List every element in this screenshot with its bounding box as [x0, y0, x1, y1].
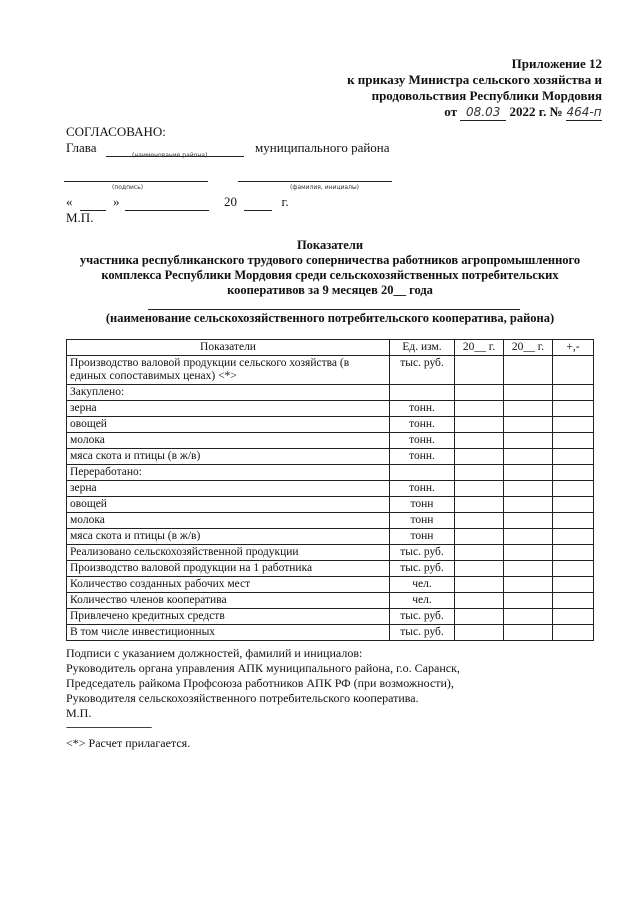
table-header-row — [67, 340, 594, 356]
handwritten-date: 08.03 — [460, 104, 506, 121]
row-difference-value — [553, 401, 594, 417]
table-row — [67, 481, 594, 497]
row-year-2-value — [504, 545, 553, 561]
row-unit: тонн. — [390, 449, 455, 465]
row-year-2-value — [504, 497, 553, 513]
row-indicator: Закуплено: — [67, 385, 390, 401]
row-year-2-value — [504, 561, 553, 577]
row-indicator: Производство валовой продукции сельского хозяйства (в единых сопоставимых ценах) <*> — [67, 356, 390, 385]
row-year-2-value — [504, 593, 553, 609]
day-blank — [80, 194, 106, 211]
row-indicator: овощей — [67, 497, 390, 513]
footnote: <*> Расчет прилагается. — [66, 736, 191, 750]
signatures-intro: Подписи с указанием должностей, фамилий и инициалов: — [66, 646, 363, 660]
row-year-2-value — [504, 481, 553, 497]
row-indicator: Привлечено кредитных средств — [67, 609, 390, 625]
row-indicator: Производство валовой продукции на 1 работника — [67, 561, 390, 577]
date-prefix: от — [444, 104, 457, 119]
table-row — [67, 561, 594, 577]
row-unit: тыс. руб. — [390, 609, 455, 625]
order-date-line — [347, 104, 602, 121]
row-indicator: молока — [67, 513, 390, 529]
header-indicators: Показатели — [67, 340, 390, 356]
header-unit: Ед. изм. — [390, 340, 455, 356]
footnote-separator: -------------------------------- — [66, 721, 152, 733]
row-year-1-value — [455, 385, 504, 401]
name-blank — [238, 181, 392, 182]
row-unit: чел. — [390, 577, 455, 593]
district-label: муниципального района — [255, 140, 390, 155]
row-unit: тонн — [390, 529, 455, 545]
appendix-header — [347, 56, 602, 121]
row-year-2-value — [504, 417, 553, 433]
row-year-1-value — [455, 545, 504, 561]
table-row — [67, 593, 594, 609]
row-year-2-value — [504, 401, 553, 417]
date-line — [66, 194, 289, 211]
row-difference-value — [553, 497, 594, 513]
row-year-1-value — [455, 481, 504, 497]
organization-blank — [148, 309, 520, 310]
table-row — [67, 577, 594, 593]
row-difference-value — [553, 609, 594, 625]
row-indicator: зерна — [67, 481, 390, 497]
name-caption: (фамилия, инициалы) — [290, 184, 360, 191]
row-difference-value — [553, 385, 594, 401]
title-line-3: комплекса Республики Мордовия среди сельскохозяйственных потребительских — [101, 268, 559, 282]
head-line — [66, 140, 390, 157]
row-year-1-value — [455, 593, 504, 609]
table-row — [67, 513, 594, 529]
row-indicator: В том числе инвестиционных — [67, 625, 390, 641]
row-unit: тонн. — [390, 481, 455, 497]
row-difference-value — [553, 561, 594, 577]
organization-caption: (наименование сельскохозяйственного потребительского кооператива, района) — [105, 311, 555, 325]
row-difference-value — [553, 356, 594, 385]
signatures-block — [66, 646, 460, 721]
row-indicator: мяса скота и птицы (в ж/в) — [67, 529, 390, 545]
signatures-stamp: М.П. — [66, 706, 92, 720]
row-unit: чел. — [390, 593, 455, 609]
row-year-2-value — [504, 465, 553, 481]
row-year-2-value — [504, 433, 553, 449]
row-unit: тыс. руб. — [390, 625, 455, 641]
year-blank — [244, 194, 272, 211]
year-prefix: 20 — [224, 194, 237, 209]
row-difference-value — [553, 529, 594, 545]
district-caption: (наименование района) — [132, 152, 208, 159]
title-line-4: кооперативов за 9 месяцев 20__ года — [227, 283, 433, 297]
row-difference-value — [553, 449, 594, 465]
row-indicator: молока — [67, 433, 390, 449]
month-blank — [125, 194, 209, 211]
row-difference-value — [553, 417, 594, 433]
row-unit — [390, 385, 455, 401]
title-line-1: Показатели — [296, 238, 364, 252]
row-unit: тонн. — [390, 433, 455, 449]
table-row — [67, 385, 594, 401]
row-year-2-value — [504, 609, 553, 625]
row-year-1-value — [455, 561, 504, 577]
agreement-stamp: М.П. — [66, 210, 94, 225]
row-unit: тонн — [390, 497, 455, 513]
agreement-title: СОГЛАСОВАНО: — [66, 124, 166, 139]
row-year-2-value — [504, 356, 553, 385]
row-indicator: Реализовано сельскохозяйственной продукции — [67, 545, 390, 561]
row-year-1-value — [455, 625, 504, 641]
row-year-1-value — [455, 417, 504, 433]
table-body — [67, 356, 594, 641]
table-row — [67, 401, 594, 417]
row-year-1-value — [455, 465, 504, 481]
row-year-2-value — [504, 385, 553, 401]
row-difference-value — [553, 545, 594, 561]
row-unit: тонн — [390, 513, 455, 529]
row-year-2-value — [504, 529, 553, 545]
row-difference-value — [553, 513, 594, 529]
table-row — [67, 433, 594, 449]
indicators-table — [66, 339, 594, 641]
table-row — [67, 465, 594, 481]
row-difference-value — [553, 625, 594, 641]
row-year-1-value — [455, 401, 504, 417]
row-year-2-value — [504, 449, 553, 465]
title-line-2: участника республиканского трудового соперничества работников агропромышленного — [79, 253, 581, 267]
table-row — [67, 545, 594, 561]
row-year-1-value — [455, 356, 504, 385]
row-unit: тонн. — [390, 417, 455, 433]
quote-open: « — [66, 194, 73, 209]
row-year-1-value — [455, 609, 504, 625]
row-year-1-value — [455, 577, 504, 593]
table-row — [67, 356, 594, 385]
row-unit: тонн. — [390, 401, 455, 417]
row-unit: тыс. руб. — [390, 356, 455, 385]
row-indicator: овощей — [67, 417, 390, 433]
row-indicator: Количество созданных рабочих мест — [67, 577, 390, 593]
signature-union-chair: Председатель райкома Профсоюза работников АПК РФ (при возможности), — [66, 676, 454, 690]
handwritten-order-number: 464-п — [566, 105, 602, 119]
signature-coop-head: Руководителя сельскохозяйственного потребительского кооператива. — [66, 691, 419, 705]
row-indicator: мяса скота и птицы (в ж/в) — [67, 449, 390, 465]
row-indicator: Переработано: — [67, 465, 390, 481]
agreement-block — [66, 124, 390, 157]
table-row — [67, 625, 594, 641]
appendix-number: Приложение 12 — [511, 56, 602, 71]
row-difference-value — [553, 433, 594, 449]
row-year-1-value — [455, 449, 504, 465]
order-line-1: к приказу Министра сельского хозяйства и — [347, 72, 602, 87]
table-row — [67, 497, 594, 513]
signature-caption: (подпись) — [112, 184, 144, 191]
table-row — [67, 449, 594, 465]
header-difference: +,- — [553, 340, 594, 356]
year-suffix: г. — [281, 194, 289, 209]
table-row — [67, 417, 594, 433]
row-unit: тыс. руб. — [390, 545, 455, 561]
order-line-2: продовольствия Республики Мордовия — [371, 88, 602, 103]
header-year-1: 20__ г. — [455, 340, 504, 356]
document-title — [40, 238, 620, 298]
head-label: Глава — [66, 140, 97, 155]
table-row — [67, 529, 594, 545]
row-unit — [390, 465, 455, 481]
row-year-2-value — [504, 625, 553, 641]
row-difference-value — [553, 481, 594, 497]
signature-blank — [64, 181, 208, 182]
row-year-2-value — [504, 513, 553, 529]
table-row — [67, 609, 594, 625]
row-difference-value — [553, 465, 594, 481]
row-year-1-value — [455, 433, 504, 449]
signature-agro-head: Руководитель органа управления АПК муниципального района, г.о. Саранск, — [66, 661, 460, 675]
order-year-text: 2022 г. № — [509, 104, 563, 119]
header-year-2: 20__ г. — [504, 340, 553, 356]
row-year-1-value — [455, 513, 504, 529]
row-unit: тыс. руб. — [390, 561, 455, 577]
row-indicator: зерна — [67, 401, 390, 417]
row-year-1-value — [455, 497, 504, 513]
row-year-1-value — [455, 529, 504, 545]
row-difference-value — [553, 593, 594, 609]
row-indicator: Количество членов кооператива — [67, 593, 390, 609]
row-difference-value — [553, 577, 594, 593]
row-year-2-value — [504, 577, 553, 593]
quote-close: » — [113, 194, 120, 209]
